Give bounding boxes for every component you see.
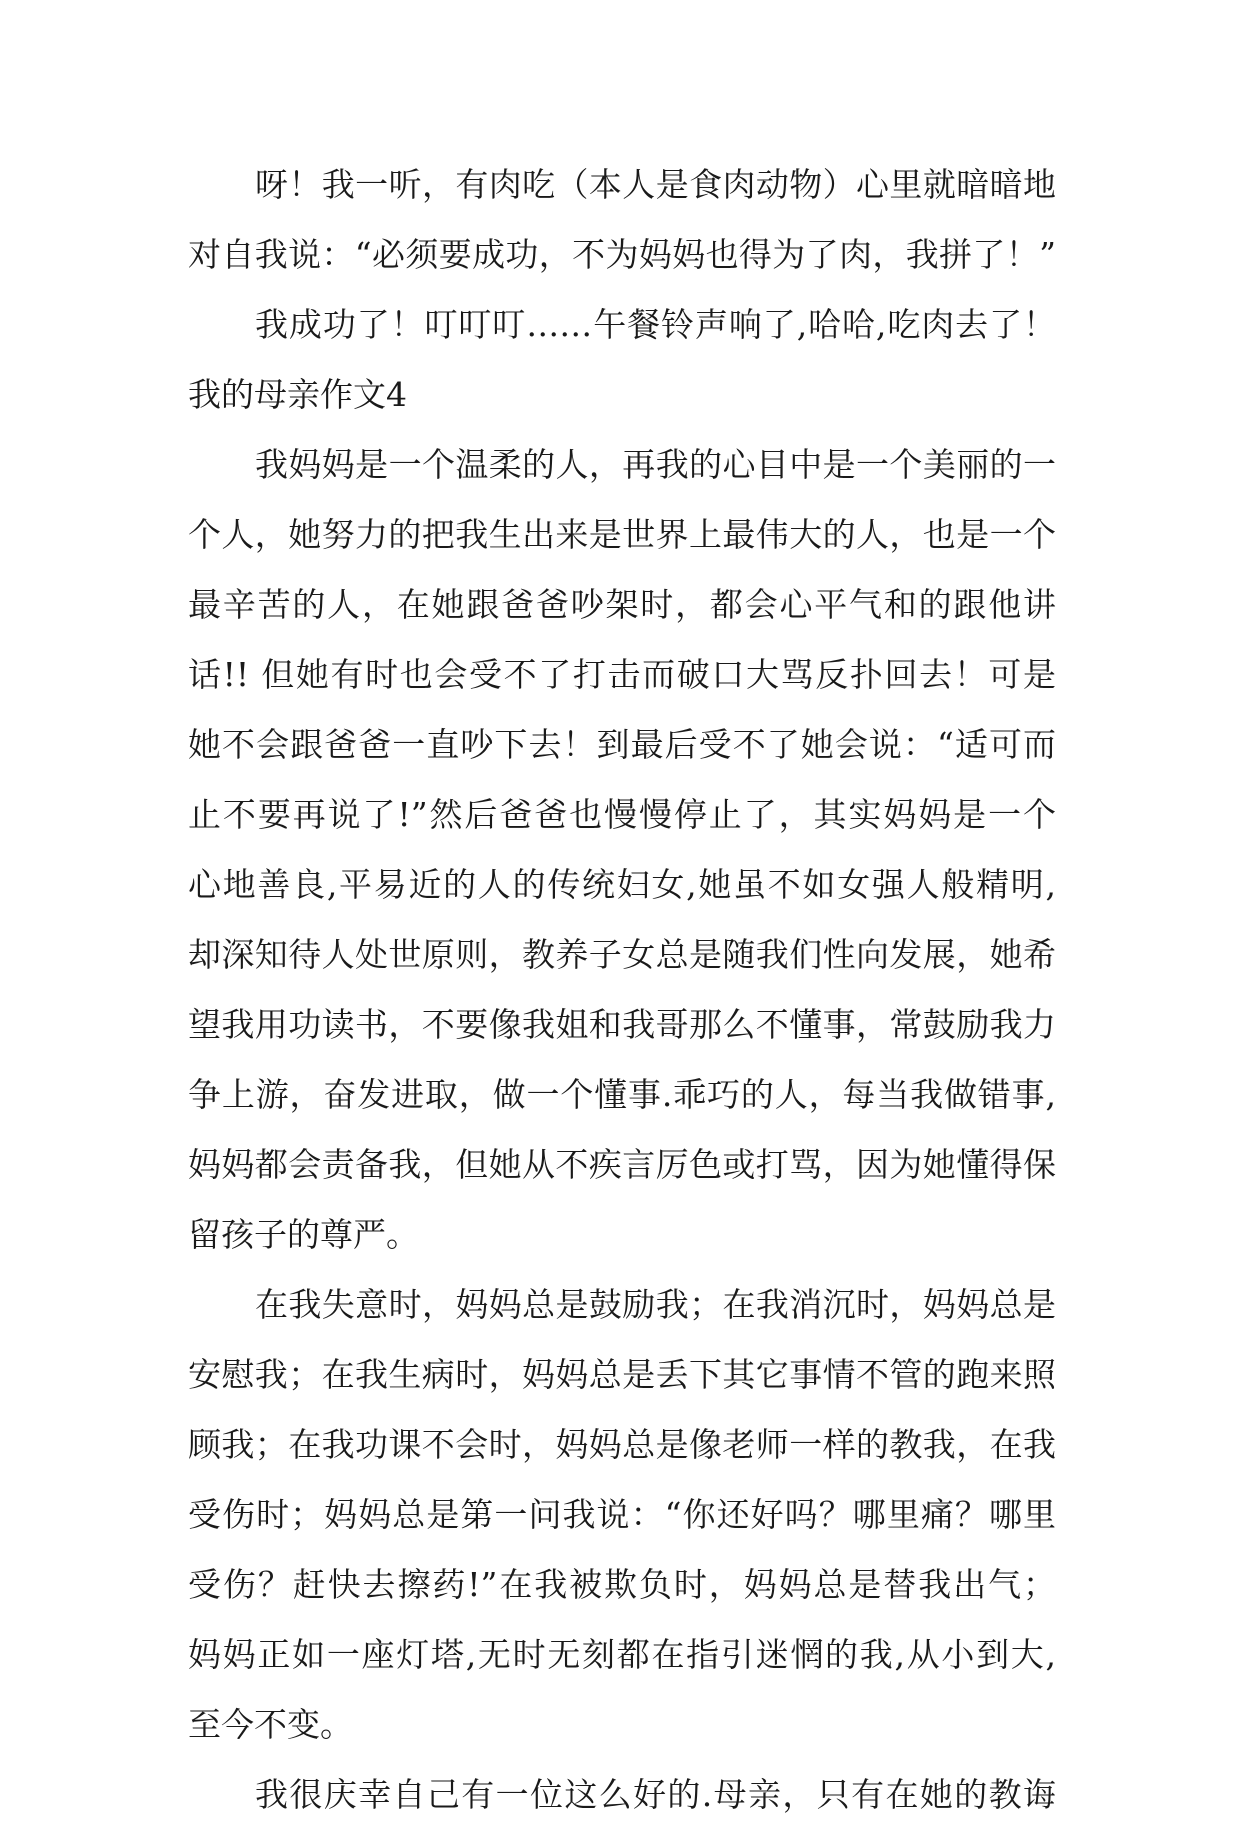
text-line: 争上游，奋发进取，做一个懂事.乖巧的人，每当我做错事,	[188, 1075, 1056, 1114]
text-line: 最辛苦的人，在她跟爸爸吵架时，都会心平气和的跟他讲	[188, 585, 1056, 624]
text-line: 顾我；在我功课不会时，妈妈总是像老师一样的教我，在我	[188, 1425, 1056, 1464]
section-heading: 我的母亲作文4	[188, 375, 407, 414]
text-line: 至今不变。	[188, 1705, 353, 1744]
text-line: 我成功了！叮叮叮……午餐铃声响了,哈哈,吃肉去了！	[255, 305, 1056, 344]
text-line: 妈妈都会责备我，但她从不疾言厉色或打骂，因为她懂得保	[188, 1145, 1056, 1184]
text-line: 她不会跟爸爸一直吵下去！到最后受不了她会说：“适可而	[188, 725, 1056, 764]
document-body	[188, 160, 1056, 1840]
text-line: 心地善良,平易近的人的传统妇女,她虽不如女强人般精明,	[188, 865, 1056, 904]
text-line: 留孩子的尊严。	[188, 1215, 419, 1254]
text-line: 望我用功读书，不要像我姐和我哥那么不懂事，常鼓励我力	[188, 1005, 1056, 1044]
text-line: 话!! 但她有时也会受不了打击而破口大骂反扑回去！可是	[188, 655, 1056, 694]
text-line: 个人，她努力的把我生出来是世界上最伟大的人，也是一个	[188, 515, 1056, 554]
text-line: 我很庆幸自己有一位这么好的.母亲，只有在她的教诲	[255, 1775, 1056, 1814]
text-line: 受伤时；妈妈总是第一问我说：“你还好吗？哪里痛？哪里	[188, 1495, 1056, 1534]
text-line: 却深知待人处世原则，教养子女总是随我们性向发展，她希	[188, 935, 1056, 974]
text-line: 我妈妈是一个温柔的人，再我的心目中是一个美丽的一	[255, 445, 1056, 484]
text-line: 呀！我一听，有肉吃（本人是食肉动物）心里就暗暗地	[255, 165, 1056, 204]
text-line: 对自我说：“必须要成功，不为妈妈也得为了肉，我拼了！”	[188, 235, 1056, 274]
text-line: 在我失意时，妈妈总是鼓励我；在我消沉时，妈妈总是	[255, 1285, 1056, 1324]
text-line: 止不要再说了!”然后爸爸也慢慢停止了，其实妈妈是一个	[188, 795, 1056, 834]
text-line: 受伤？赶快去擦药!”在我被欺负时，妈妈总是替我出气；	[188, 1565, 1056, 1604]
text-line: 安慰我；在我生病时，妈妈总是丢下其它事情不管的跑来照	[188, 1355, 1056, 1394]
text-line: 妈妈正如一座灯塔,无时无刻都在指引迷惘的我,从小到大,	[188, 1635, 1056, 1674]
